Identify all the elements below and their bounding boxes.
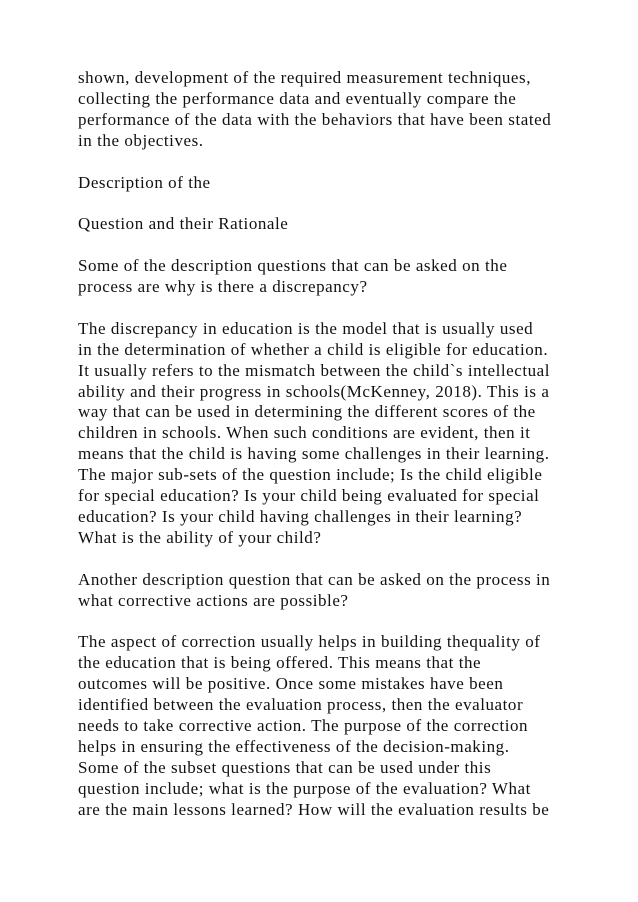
- paragraph-question-corrective: [78, 570, 618, 612]
- text-line: What is the ability of your child?: [78, 527, 322, 547]
- text-line: shown, development of the required measurement techniques,: [78, 68, 531, 87]
- text-line: collecting the performance data and eventually compare the: [78, 88, 517, 108]
- text-line: The major sub-sets of the question include; Is the child eligible: [78, 465, 543, 485]
- text-line: for special education? Is your child being evaluated for special: [78, 486, 540, 506]
- text-line: Question and their Rationale: [78, 214, 289, 234]
- section-heading-line-2: [78, 214, 618, 235]
- text-line: education? Is your child having challenges in their learning?: [78, 506, 523, 526]
- text-line: in the objectives.: [78, 130, 204, 150]
- text-line: needs to take corrective action. The purpose of the correction: [78, 716, 529, 735]
- text-line: Some of the description questions that can be asked on the: [78, 256, 508, 276]
- paragraph-correction-explanation: [78, 632, 618, 820]
- text-line: The discrepancy in education is the model that is usually used: [78, 318, 534, 338]
- text-line: process are why is there a discrepancy?: [78, 277, 368, 297]
- section-heading-line-1: [78, 173, 618, 194]
- text-line: in the determination of whether a child is eligible for education.: [78, 339, 549, 359]
- text-line: identified between the evaluation process, then the evaluator: [78, 695, 524, 715]
- text-line: are the main lessons learned? How will the evaluation results be: [78, 799, 550, 819]
- document-body: [78, 68, 618, 841]
- text-line: Description of the: [78, 172, 211, 192]
- text-line: ability and their progress in schools(McKenney, 2018). This is a: [78, 381, 550, 401]
- text-line: performance of the data with the behaviors that have been stated: [78, 109, 552, 129]
- text-line: The aspect of correction usually helps in building thequality of: [78, 632, 541, 652]
- paragraph-discrepancy-explanation: [78, 319, 618, 549]
- text-line: the education that is being offered. This means that the: [78, 653, 482, 673]
- text-line: It usually refers to the mismatch between the child`s intellectual: [78, 360, 551, 380]
- paragraph-question-discrepancy: [78, 256, 618, 298]
- text-line: outcomes will be positive. Once some mistakes have been: [78, 674, 504, 694]
- text-line: question include; what is the purpose of the evaluation? What: [78, 778, 531, 798]
- text-line: means that the child is having some challenges in their learning.: [78, 444, 550, 464]
- text-line: Another description question that can be asked on the process in: [78, 569, 551, 589]
- text-line: helps in ensuring the effectiveness of the decision-making.: [78, 736, 510, 756]
- paragraph-objectives: [78, 68, 618, 152]
- text-line: way that can be used in determining the different scores of the: [78, 402, 536, 422]
- text-line: what corrective actions are possible?: [78, 590, 349, 610]
- text-line: children in schools. When such conditions are evident, then it: [78, 423, 531, 443]
- text-line: Some of the subset questions that can be used under this: [78, 757, 492, 777]
